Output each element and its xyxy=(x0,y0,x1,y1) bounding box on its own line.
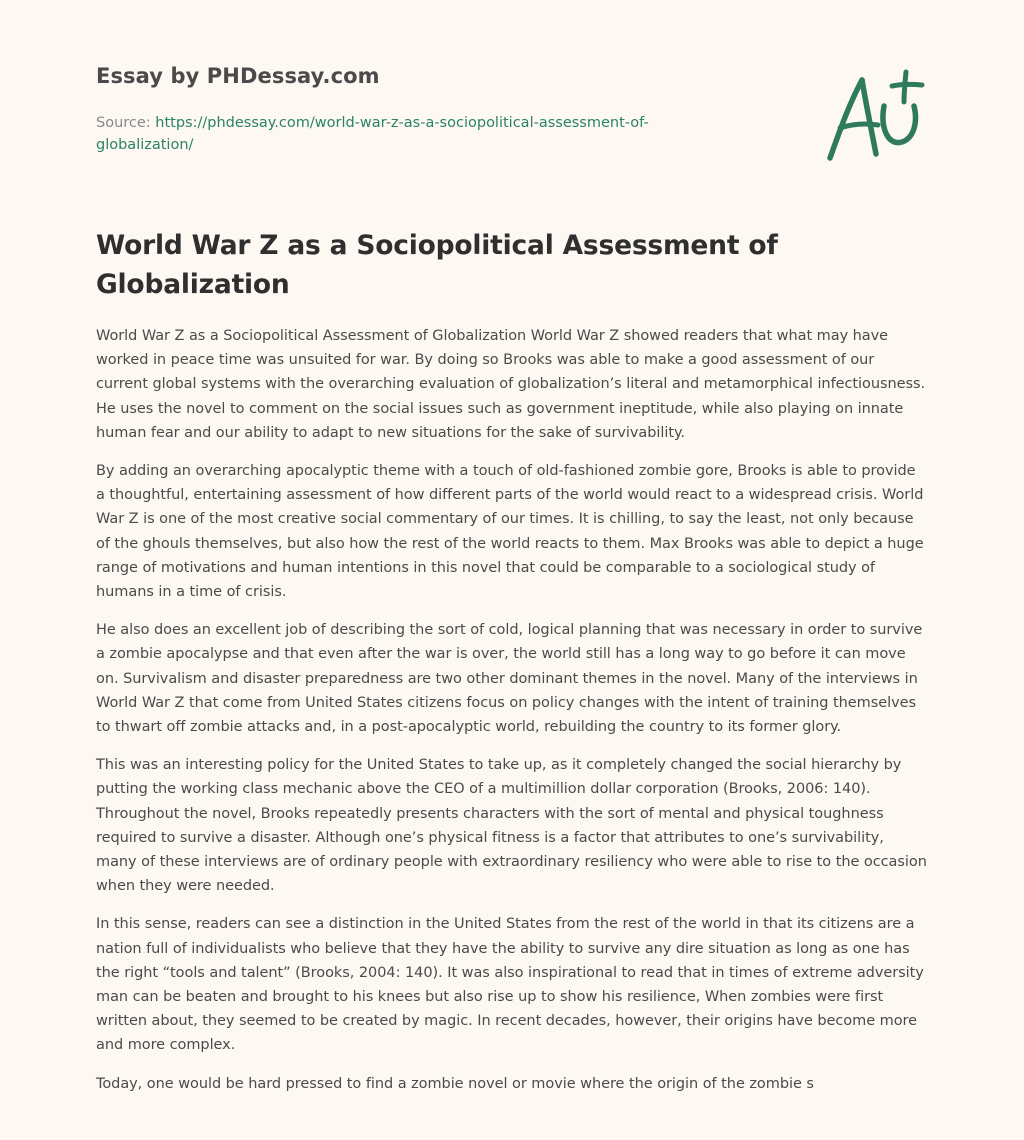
a-plus-logo-icon xyxy=(818,66,930,170)
essay-paragraph: By adding an overarching apocalyptic theme with a touch of old-fashioned zombie gore, Brooks is able to provide a thoughtful, entertaining assessment of how different parts of the world would react to a widespread crisis. World War Z is one of the most creative social commentary of our times. It is chilling, to say the least, not only because of the ghouls themselves, but also how the rest of the world reacts to them. Max Brooks was able to depict a huge range of motivations and human intentions in this novel that could be comparable to a sociological study of humans in a time of crisis. xyxy=(96,463,924,601)
site-title: Essay by PHDessay.com xyxy=(96,64,380,88)
source-link[interactable]: https://phdessay.com/world-war-z-as-a-sociopolitical-assessment-of-globalization/ xyxy=(96,115,649,153)
essay-paragraph: World War Z as a Sociopolitical Assessment of Globalization World War Z showed readers that what may have worked in peace time was unsuited for war. By doing so Brooks was able to make a good assessment of our current global systems with the overarching evaluation of globalization’s literal and metamorphical infectiousness. He uses the novel to comment on the social issues such as government ineptitude, while also playing on innate human fear and our ability to adapt to new situations for the sake of survivability. xyxy=(96,328,926,441)
essay-body xyxy=(96,324,928,1110)
essay-paragraph: He also does an excellent job of describing the sort of cold, logical planning that was necessary in order to survive a zombie apocalypse and that even after the war is over, the world still has a long way to go before it can move on. Survivalism and disaster preparedness are two other dominant themes in the novel. Many of the interviews in World War Z that come from United States citizens focus on policy changes with the intent of training themselves to thwart off zombie attacks and, in a post-apocalyptic world, rebuilding the country to its former glory. xyxy=(96,622,923,736)
essay-title: World War Z as a Sociopolitical Assessment of Globalization xyxy=(96,230,778,300)
essay-paragraph: This was an interesting policy for the United States to take up, as it completely changed the social hierarchy by putting the working class mechanic above the CEO of a multimillion dollar corporation (Brooks, 2006: 140). Throughout the novel, Brooks repeatedly presents characters with the sort of mental and physical toughness required to survive a disaster. Although one’s physical fitness is a factor that attributes to one’s survivability, many of these interviews are of ordinary people with extraordinary resiliency who were able to rise to the occasion when they were needed. xyxy=(96,757,927,895)
essay-paragraph: In this sense, readers can see a distinction in the United States from the rest of the world in that its citizens are a nation full of individualists who believe that they have the ability to survive any dire situation as long as one has the right “tools and talent” (Brooks, 2004: 140). It was also inspirational to read that in times of extreme adversity man can be beaten and brought to his knees but also rise up to show his resilience, When zombies were first written about, they seemed to be created by magic. In recent decades, however, their origins have become more and more complex. xyxy=(96,916,924,1054)
source-label: Source: xyxy=(96,115,151,131)
source-line xyxy=(96,112,736,156)
essay-paragraph: Today, one would be hard pressed to find a zombie novel or movie where the origin of the zombie s xyxy=(96,1075,814,1092)
